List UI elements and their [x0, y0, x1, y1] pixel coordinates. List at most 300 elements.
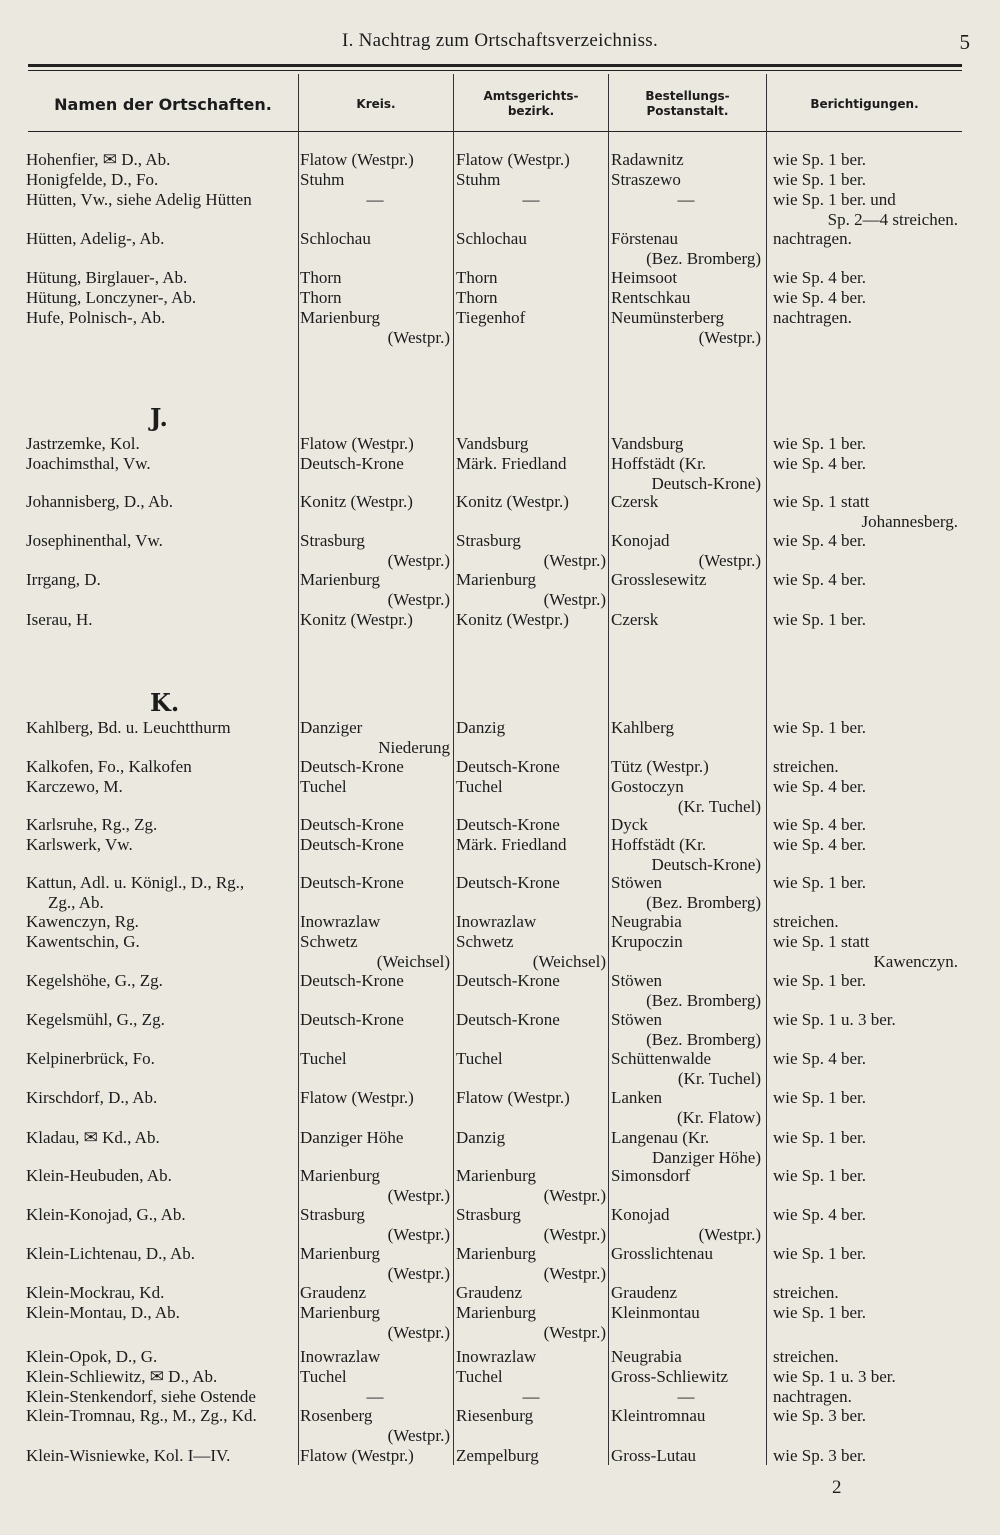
kreis-cell — [300, 531, 450, 570]
name-cell — [26, 1166, 296, 1186]
amtsgericht-cell — [456, 268, 606, 288]
postanstalt-cell-line: (Bez. Bromberg) — [646, 1029, 761, 1049]
amtsgericht-cell — [456, 190, 606, 210]
kreis-cell-line: Flatow (Westpr.) — [300, 150, 414, 169]
postanstalt-cell — [611, 150, 761, 170]
name-cell — [26, 190, 296, 210]
postanstalt-cell-line: (Kr. Flatow) — [676, 1107, 761, 1127]
kreis-cell — [300, 1244, 450, 1283]
postanstalt-cell — [611, 170, 761, 190]
name-cell — [26, 1010, 296, 1030]
kreis-cell — [300, 1367, 450, 1387]
postanstalt-cell-line: Gross-Schliewitz — [611, 1367, 729, 1386]
name-cell — [26, 170, 296, 190]
berichtigung-cell-line: wie Sp. 3 ber. — [773, 1406, 867, 1425]
kreis-cell-line: Schlochau — [300, 229, 371, 248]
amtsgericht-cell-line: Marienburg — [456, 1303, 536, 1322]
name-cell — [26, 718, 296, 738]
name-cell — [26, 912, 296, 932]
amtsgericht-cell-line: Märk. Friedland — [456, 835, 567, 854]
name-cell-line: Johannisberg, D., Ab. — [26, 492, 174, 511]
kreis-cell — [300, 815, 450, 835]
postanstalt-cell-line: Neugrabia — [611, 912, 682, 931]
kreis-cell — [300, 757, 450, 777]
amtsgericht-cell — [456, 570, 606, 609]
postanstalt-cell-line: (Kr. Tuchel) — [677, 1068, 761, 1088]
amtsgericht-cell — [456, 971, 606, 991]
postanstalt-cell — [611, 1367, 761, 1387]
berichtigung-cell — [773, 1010, 958, 1030]
amtsgericht-cell — [456, 815, 606, 835]
berichtigung-cell — [773, 971, 958, 991]
kreis-cell-line: Tuchel — [300, 1367, 347, 1386]
amtsgericht-cell — [456, 1088, 606, 1108]
berichtigung-cell — [773, 288, 958, 308]
amtsgericht-cell — [456, 932, 606, 971]
amtsgericht-cell-line: — — [522, 1387, 540, 1406]
kreis-cell-line: Niederung — [378, 737, 450, 757]
postanstalt-cell-line: Stöwen — [611, 971, 662, 990]
postanstalt-cell-line: Neugrabia — [611, 1347, 682, 1366]
amtsgericht-cell-line: Konitz (Westpr.) — [456, 610, 569, 629]
postanstalt-cell-line: Konojad — [611, 1205, 670, 1224]
berichtigung-cell — [773, 1244, 958, 1264]
name-cell-line: Kegelshöhe, G., Zg. — [26, 971, 163, 990]
berichtigung-cell — [773, 835, 958, 855]
postanstalt-cell — [611, 570, 761, 590]
berichtigung-cell-line: wie Sp. 1 ber. — [773, 150, 867, 169]
berichtigung-cell — [773, 1283, 958, 1303]
postanstalt-cell — [611, 1387, 761, 1407]
postanstalt-cell-line: Graudenz — [611, 1283, 678, 1302]
amtsgericht-cell-line: Marienburg — [456, 570, 536, 589]
berichtigung-cell — [773, 170, 958, 190]
name-cell — [26, 229, 296, 249]
amtsgericht-cell — [456, 170, 606, 190]
name-cell — [26, 570, 296, 590]
postanstalt-cell — [611, 1446, 761, 1466]
postanstalt-cell-line: Grosslichtenau — [611, 1244, 713, 1263]
kreis-cell-line: (Westpr.) — [387, 1322, 450, 1342]
name-cell-line: Irrgang, D. — [26, 570, 101, 589]
name-cell — [26, 531, 296, 551]
kreis-cell-line: (Westpr.) — [387, 589, 450, 609]
kreis-cell — [300, 1088, 450, 1108]
postanstalt-cell-line: (Bez. Bromberg) — [646, 990, 761, 1010]
name-cell-line: Klein-Konojad, G., Ab. — [26, 1205, 186, 1224]
name-cell-line: Klein-Lichtenau, D., Ab. — [26, 1244, 196, 1263]
amtsgericht-cell-line: Flatow (Westpr.) — [456, 150, 570, 169]
kreis-cell-line: Marienburg — [300, 1244, 380, 1263]
postanstalt-cell-line: Dyck — [611, 815, 648, 834]
amtsgericht-cell-line: Thorn — [456, 288, 498, 307]
postanstalt-cell-line: Stöwen — [611, 1010, 662, 1029]
kreis-cell — [300, 1049, 450, 1069]
kreis-cell-line: Strasburg — [300, 531, 365, 550]
postanstalt-cell-line: — — [677, 190, 695, 209]
postanstalt-cell — [611, 190, 761, 210]
name-cell-line: Hohenfier, ✉ D., Ab. — [26, 150, 171, 169]
postanstalt-cell — [611, 912, 761, 932]
name-cell-line: Klein-Tromnau, Rg., M., Zg., Kd. — [26, 1406, 257, 1425]
berichtigung-cell-line: wie Sp. 1 u. 3 ber. — [773, 1010, 896, 1029]
name-cell — [26, 815, 296, 835]
kreis-cell-line: Deutsch-Krone — [300, 815, 404, 834]
kreis-cell-line: Tuchel — [300, 1049, 347, 1068]
name-cell — [26, 757, 296, 777]
berichtigung-cell-line: wie Sp. 1 ber. — [773, 1088, 867, 1107]
amtsgericht-cell — [456, 1128, 606, 1148]
postanstalt-cell-line: Kahlberg — [611, 718, 674, 737]
postanstalt-cell-line: Hoffstädt (Kr. — [611, 835, 707, 854]
kreis-cell — [300, 1128, 450, 1148]
postanstalt-cell-line: Grosslesewitz — [611, 570, 707, 589]
printer-signature: 2 — [832, 1477, 842, 1498]
amtsgericht-cell-line: Tuchel — [456, 1049, 503, 1068]
postanstalt-cell-line: Simonsdorf — [611, 1166, 691, 1185]
berichtigung-cell — [773, 1088, 958, 1108]
berichtigung-cell-line: wie Sp. 1 ber. — [773, 434, 867, 453]
column-header-kreis: Kreis. — [356, 96, 396, 111]
postanstalt-cell — [611, 757, 761, 777]
berichtigung-cell-line: wie Sp. 4 ber. — [773, 815, 867, 834]
name-cell-line: Josephinenthal, Vw. — [26, 531, 163, 550]
berichtigung-cell — [773, 531, 958, 551]
kreis-cell-line: Danziger — [300, 718, 363, 737]
postanstalt-cell-line: Straszewo — [611, 170, 681, 189]
postanstalt-cell-line: Gostoczyn — [611, 777, 684, 796]
postanstalt-cell-line: (Westpr.) — [698, 1224, 761, 1244]
name-cell-line: Kattun, Adl. u. Königl., D., Rg., — [26, 873, 245, 892]
berichtigung-cell-line: wie Sp. 1 ber. — [773, 1244, 867, 1263]
name-cell-line: Karczewo, M. — [26, 777, 123, 796]
name-cell-line: Klein-Mockrau, Kd. — [26, 1283, 165, 1302]
name-cell-line: Kahlberg, Bd. u. Leuchtthurm — [26, 718, 231, 737]
berichtigung-cell-line: wie Sp. 1 statt — [773, 492, 870, 511]
amtsgericht-cell-line: Marienburg — [456, 1244, 536, 1263]
name-cell-line: Karlswerk, Vw. — [26, 835, 133, 854]
berichtigung-cell — [773, 1205, 958, 1225]
berichtigung-cell — [773, 308, 958, 328]
name-cell — [26, 835, 296, 855]
name-cell — [26, 1049, 296, 1069]
kreis-cell — [300, 610, 450, 630]
amtsgericht-cell — [456, 1367, 606, 1387]
kreis-cell-line: Marienburg — [300, 1303, 380, 1322]
amtsgericht-cell — [456, 1205, 606, 1244]
berichtigung-cell — [773, 268, 958, 288]
postanstalt-cell-line: (Westpr.) — [698, 550, 761, 570]
kreis-cell-line: Inowrazlaw — [300, 912, 381, 931]
kreis-cell — [300, 268, 450, 288]
postanstalt-cell — [611, 268, 761, 288]
kreis-cell-line: Deutsch-Krone — [300, 835, 404, 854]
kreis-cell-line: Flatow (Westpr.) — [300, 1446, 414, 1465]
name-cell — [26, 268, 296, 288]
kreis-cell — [300, 777, 450, 797]
amtsgericht-cell-line: (Westpr.) — [543, 1185, 606, 1205]
name-cell-line: Hütten, Adelig-, Ab. — [26, 229, 165, 248]
name-cell-line: Kawenczyn, Rg. — [26, 912, 139, 931]
kreis-cell — [300, 1347, 450, 1367]
kreis-cell-line: — — [366, 1387, 384, 1406]
berichtigung-cell — [773, 1406, 958, 1426]
amtsgericht-cell-line: Deutsch-Krone — [456, 971, 560, 990]
amtsgericht-cell — [456, 454, 606, 474]
amtsgericht-cell-line: Tuchel — [456, 1367, 503, 1386]
name-cell-line: Klein-Stenkendorf, siehe Ostende — [26, 1387, 256, 1406]
name-cell — [26, 873, 296, 912]
postanstalt-cell — [611, 1303, 761, 1323]
postanstalt-cell-line: Lanken — [611, 1088, 662, 1107]
amtsgericht-cell — [456, 1387, 606, 1407]
postanstalt-cell — [611, 1088, 761, 1127]
postanstalt-cell-line: Tütz (Westpr.) — [611, 757, 709, 776]
name-cell — [26, 610, 296, 630]
berichtigung-cell — [773, 777, 958, 797]
name-cell — [26, 1244, 296, 1264]
berichtigung-cell — [773, 815, 958, 835]
kreis-cell-line: Schwetz — [300, 932, 358, 951]
berichtigung-cell-line: nachtragen. — [773, 229, 852, 248]
kreis-cell-line: (Westpr.) — [387, 550, 450, 570]
postanstalt-cell — [611, 1283, 761, 1303]
section-heading-j: J. — [150, 403, 168, 432]
postanstalt-cell-line: (Westpr.) — [698, 327, 761, 347]
kreis-cell-line: (Westpr.) — [387, 327, 450, 347]
amtsgericht-cell-line: (Westpr.) — [543, 589, 606, 609]
kreis-cell — [300, 492, 450, 512]
kreis-cell — [300, 971, 450, 991]
amtsgericht-cell-line: (Westpr.) — [543, 1263, 606, 1283]
kreis-cell-line: (Westpr.) — [387, 1263, 450, 1283]
name-cell — [26, 1128, 296, 1148]
kreis-cell-line: — — [366, 190, 384, 209]
berichtigung-cell-line: wie Sp. 4 ber. — [773, 288, 867, 307]
amtsgericht-cell — [456, 873, 606, 893]
name-cell-line: Honigfelde, D., Fo. — [26, 170, 159, 189]
name-cell — [26, 1367, 296, 1387]
name-cell — [26, 492, 296, 512]
amtsgericht-cell — [456, 229, 606, 249]
berichtigung-cell-line: Kawenczyn. — [873, 951, 958, 971]
name-cell-line: Kelpinerbrück, Fo. — [26, 1049, 155, 1068]
header-rule — [28, 131, 962, 132]
postanstalt-cell — [611, 1166, 761, 1186]
berichtigung-cell-line: wie Sp. 1 ber. — [773, 1128, 867, 1147]
postanstalt-cell — [611, 434, 761, 454]
kreis-cell-line: Flatow (Westpr.) — [300, 1088, 414, 1107]
berichtigung-cell-line: wie Sp. 1 ber. — [773, 170, 867, 189]
kreis-cell-line: Deutsch-Krone — [300, 873, 404, 892]
amtsgericht-cell-line: Schwetz — [456, 932, 514, 951]
postanstalt-cell — [611, 815, 761, 835]
berichtigung-cell-line: streichen. — [773, 1283, 839, 1302]
kreis-cell-line: Konitz (Westpr.) — [300, 610, 413, 629]
name-cell — [26, 1347, 296, 1367]
amtsgericht-cell — [456, 610, 606, 630]
berichtigung-cell — [773, 434, 958, 454]
berichtigung-cell — [773, 1347, 958, 1367]
amtsgericht-cell — [456, 288, 606, 308]
running-title: I. Nachtrag zum Ortschaftsverzeichniss. — [341, 30, 659, 51]
amtsgericht-cell-line: Tuchel — [456, 777, 503, 796]
berichtigung-cell-line: wie Sp. 1 ber. — [773, 971, 867, 990]
kreis-cell-line: (Westpr.) — [387, 1224, 450, 1244]
kreis-cell — [300, 1283, 450, 1303]
berichtigung-cell-line: wie Sp. 1 ber. und — [773, 190, 896, 209]
amtsgericht-cell-line: — — [522, 190, 540, 209]
amtsgericht-cell — [456, 757, 606, 777]
postanstalt-cell-line: — — [677, 1387, 695, 1406]
amtsgericht-cell — [456, 1010, 606, 1030]
amtsgericht-cell — [456, 308, 606, 328]
amtsgericht-cell-line: Deutsch-Krone — [456, 873, 560, 892]
amtsgericht-cell-line: Zempelburg — [456, 1446, 539, 1465]
column-divider — [298, 74, 299, 1465]
name-cell-line: Hütten, Vw., siehe Adelig Hütten — [26, 190, 252, 209]
berichtigung-cell-line: wie Sp. 3 ber. — [773, 1446, 867, 1465]
kreis-cell — [300, 1406, 450, 1445]
postanstalt-cell — [611, 492, 761, 512]
postanstalt-cell — [611, 1244, 761, 1264]
berichtigung-cell — [773, 570, 958, 590]
berichtigung-cell — [773, 1128, 958, 1148]
name-cell — [26, 1283, 296, 1303]
amtsgericht-cell — [456, 1244, 606, 1283]
name-cell-line: Kladau, ✉ Kd., Ab. — [26, 1128, 160, 1147]
postanstalt-cell — [611, 1406, 761, 1426]
name-cell-line: Karlsruhe, Rg., Zg. — [26, 815, 158, 834]
name-cell — [26, 777, 296, 797]
postanstalt-cell-line: Hoffstädt (Kr. — [611, 454, 707, 473]
postanstalt-cell-line: Gross-Lutau — [611, 1446, 696, 1465]
amtsgericht-cell-line: Danzig — [456, 718, 506, 737]
kreis-cell — [300, 1303, 450, 1342]
kreis-cell — [300, 170, 450, 190]
column-header-postanstalt: Bestellungs- Postanstalt. — [645, 89, 730, 118]
postanstalt-cell — [611, 531, 761, 570]
amtsgericht-cell — [456, 492, 606, 512]
name-cell — [26, 1406, 296, 1426]
postanstalt-cell — [611, 835, 761, 874]
postanstalt-cell-line: Neumünsterberg — [611, 308, 724, 327]
postanstalt-cell-line: Heimsoot — [611, 268, 678, 287]
kreis-cell — [300, 288, 450, 308]
column-divider — [766, 74, 767, 1465]
postanstalt-cell-line: Stöwen — [611, 873, 662, 892]
kreis-cell-line: (Westpr.) — [387, 1425, 450, 1445]
name-cell — [26, 1446, 296, 1466]
kreis-cell — [300, 1166, 450, 1205]
berichtigung-cell-line: streichen. — [773, 912, 839, 931]
top-rule-thin — [28, 70, 962, 71]
postanstalt-cell-line: Czersk — [611, 492, 659, 511]
postanstalt-cell — [611, 873, 761, 912]
amtsgericht-cell-line: Riesenburg — [456, 1406, 534, 1425]
kreis-cell-line: Strasburg — [300, 1205, 365, 1224]
kreis-cell-line: Marienburg — [300, 570, 380, 589]
berichtigung-cell — [773, 1446, 958, 1466]
name-cell-line: Kegelsmühl, G., Zg. — [26, 1010, 165, 1029]
kreis-cell-line: Inowrazlaw — [300, 1347, 381, 1366]
amtsgericht-cell-line: Strasburg — [456, 1205, 521, 1224]
kreis-cell-line: Marienburg — [300, 308, 380, 327]
amtsgericht-cell — [456, 1049, 606, 1069]
berichtigung-cell — [773, 932, 958, 971]
berichtigung-cell — [773, 229, 958, 249]
kreis-cell-line: Danziger Höhe — [300, 1128, 404, 1147]
name-cell — [26, 150, 296, 170]
name-cell — [26, 1088, 296, 1108]
postanstalt-cell — [611, 1205, 761, 1244]
name-cell — [26, 1205, 296, 1225]
name-cell-line: Klein-Montau, D., Ab. — [26, 1303, 180, 1322]
berichtigung-cell — [773, 1303, 958, 1323]
berichtigung-cell — [773, 190, 958, 229]
berichtigung-cell-line: Sp. 2—4 streichen. — [827, 209, 958, 229]
name-cell — [26, 288, 296, 308]
berichtigung-cell-line: wie Sp. 1 ber. — [773, 718, 867, 737]
name-cell-line: Hufe, Polnisch-, Ab. — [26, 308, 166, 327]
kreis-cell-line: Deutsch-Krone — [300, 1010, 404, 1029]
kreis-cell — [300, 932, 450, 971]
kreis-cell-line: Thorn — [300, 288, 342, 307]
name-cell-line: Kirschdorf, D., Ab. — [26, 1088, 158, 1107]
berichtigung-cell-line: wie Sp. 4 ber. — [773, 1205, 867, 1224]
kreis-cell-line: (Westpr.) — [387, 1185, 450, 1205]
amtsgericht-cell — [456, 912, 606, 932]
postanstalt-cell-line: Vandsburg — [611, 434, 684, 453]
name-cell-line: Klein-Schliewitz, ✉ D., Ab. — [26, 1367, 218, 1386]
berichtigung-cell-line: wie Sp. 1 statt — [773, 932, 870, 951]
kreis-cell-line: Flatow (Westpr.) — [300, 434, 414, 453]
amtsgericht-cell-line: Märk. Friedland — [456, 454, 567, 473]
berichtigung-cell-line: wie Sp. 4 ber. — [773, 570, 867, 589]
kreis-cell-line: Deutsch-Krone — [300, 454, 404, 473]
berichtigung-cell-line: Johannesberg. — [861, 511, 958, 531]
amtsgericht-cell-line: Flatow (Westpr.) — [456, 1088, 570, 1107]
amtsgericht-cell-line: Strasburg — [456, 531, 521, 550]
amtsgericht-cell — [456, 1446, 606, 1466]
section-heading-k: K. — [150, 688, 180, 717]
kreis-cell — [300, 1387, 450, 1407]
amtsgericht-cell-line: (Westpr.) — [543, 1224, 606, 1244]
kreis-cell — [300, 912, 450, 932]
kreis-cell — [300, 1205, 450, 1244]
berichtigung-cell — [773, 492, 958, 531]
berichtigung-cell-line: wie Sp. 1 ber. — [773, 1303, 867, 1322]
amtsgericht-cell-line: Thorn — [456, 268, 498, 287]
postanstalt-cell — [611, 932, 761, 952]
kreis-cell — [300, 454, 450, 474]
postanstalt-cell — [611, 971, 761, 1010]
kreis-cell-line: Stuhm — [300, 170, 345, 189]
berichtigung-cell — [773, 150, 958, 170]
berichtigung-cell — [773, 1049, 958, 1069]
postanstalt-cell — [611, 229, 761, 268]
top-rule-thick — [28, 64, 962, 67]
amtsgericht-cell-line: Deutsch-Krone — [456, 1010, 560, 1029]
amtsgericht-cell — [456, 1303, 606, 1342]
kreis-cell — [300, 434, 450, 454]
kreis-cell-line: Thorn — [300, 268, 342, 287]
berichtigung-cell — [773, 454, 958, 474]
column-divider — [608, 74, 609, 1465]
kreis-cell-line: Deutsch-Krone — [300, 757, 404, 776]
kreis-cell — [300, 873, 450, 893]
amtsgericht-cell-line: (Westpr.) — [543, 550, 606, 570]
